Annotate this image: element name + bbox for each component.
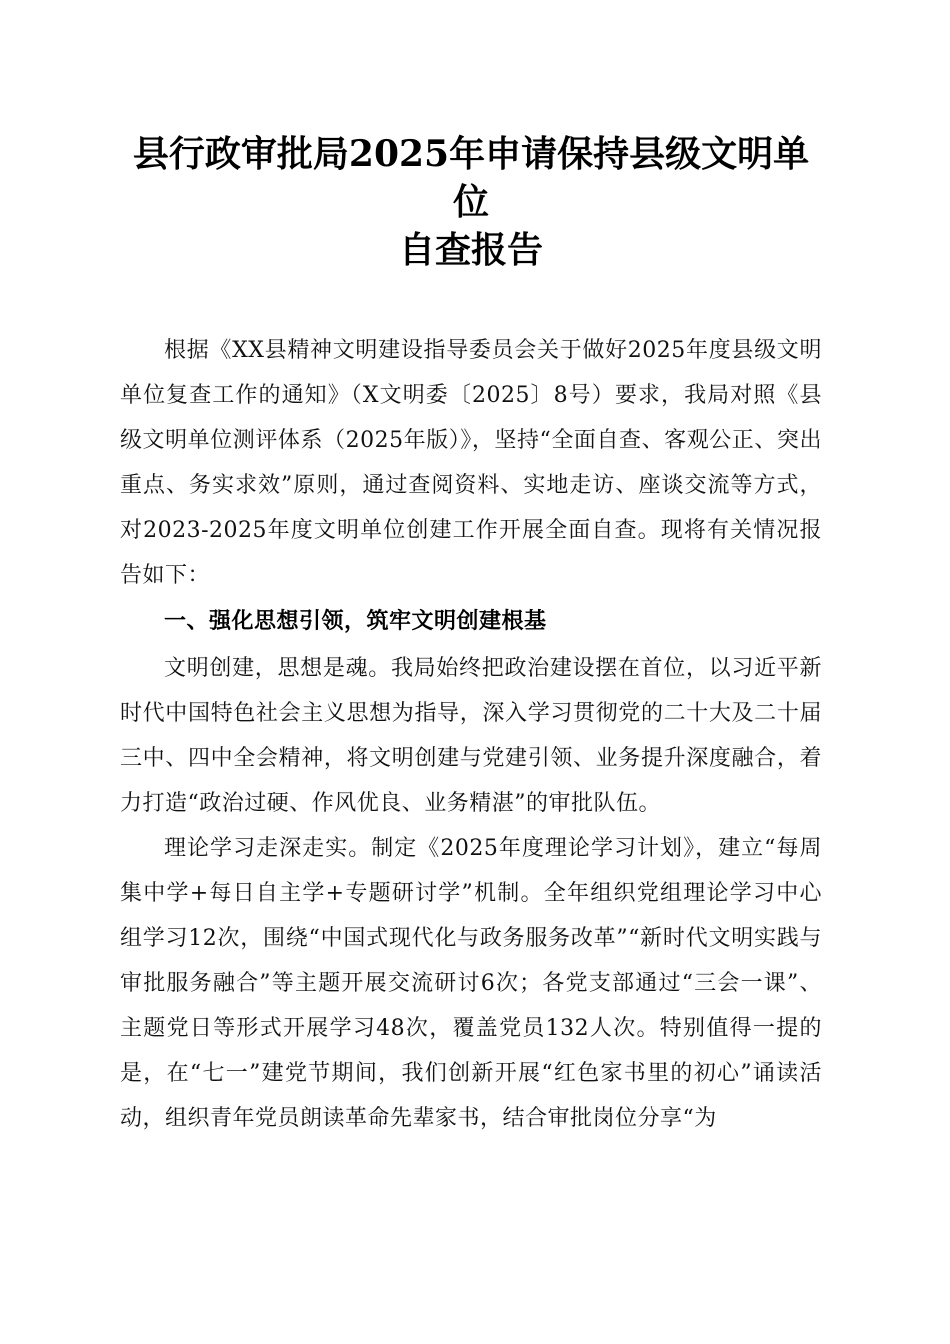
intro-paragraph: 根据《XX县精神文明建设指导委员会关于做好2025年度县级文明单位复查工作的通知》（X文明委〔2025〕8号）要求，我局对照《县级文明单位测评体系（2025年版）》，坚持“全面自查、客观公正、突出重点、务实求效”原则，通过查阅资料、实地走访、座谈交流等方式，对2023-2025年度文明单位创建工作开展全面自查。现将有关情况报告如下： — [120, 338, 822, 588]
document-title — [120, 130, 822, 274]
document-body — [120, 328, 822, 1141]
section-heading-1: 一、强化思想引领，筑牢文明创建根基 — [164, 609, 547, 634]
section1-paragraph-1: 文明创建，思想是魂。我局始终把政治建设摆在首位，以习近平新时代中国特色社会主义思想为指导，深入学习贯彻党的二十大及二十届三中、四中全会精神，将文明创建与党建引领、业务提升深度融合，着力打造“政治过硬、作风优良、业务精湛”的审批队伍。 — [120, 656, 822, 816]
section1-paragraph-2: 理论学习走深走实。制定《2025年度理论学习计划》，建立“每周集中学+每日自主学+专题研讨学”机制。全年组织党组理论学习中心组学习12次，围绕“中国式现代化与政务服务改革”“新时代文明实践与审批服务融合”等主题开展交流研讨6次；各党支部通过“三会一课”、主题党日等形式开展学习48次，覆盖党员132人次。特别值得一提的是，在“七一”建党节期间，我们创新开展“红色家书里的初心”诵读活动，组织青年党员朗读革命先辈家书，结合审批岗位分享“为 — [120, 836, 822, 1131]
document-title-line2: 自查报告 — [398, 229, 543, 271]
document-title-line1: 县行政审批局2025年申请保持县级文明单位 — [132, 133, 810, 223]
